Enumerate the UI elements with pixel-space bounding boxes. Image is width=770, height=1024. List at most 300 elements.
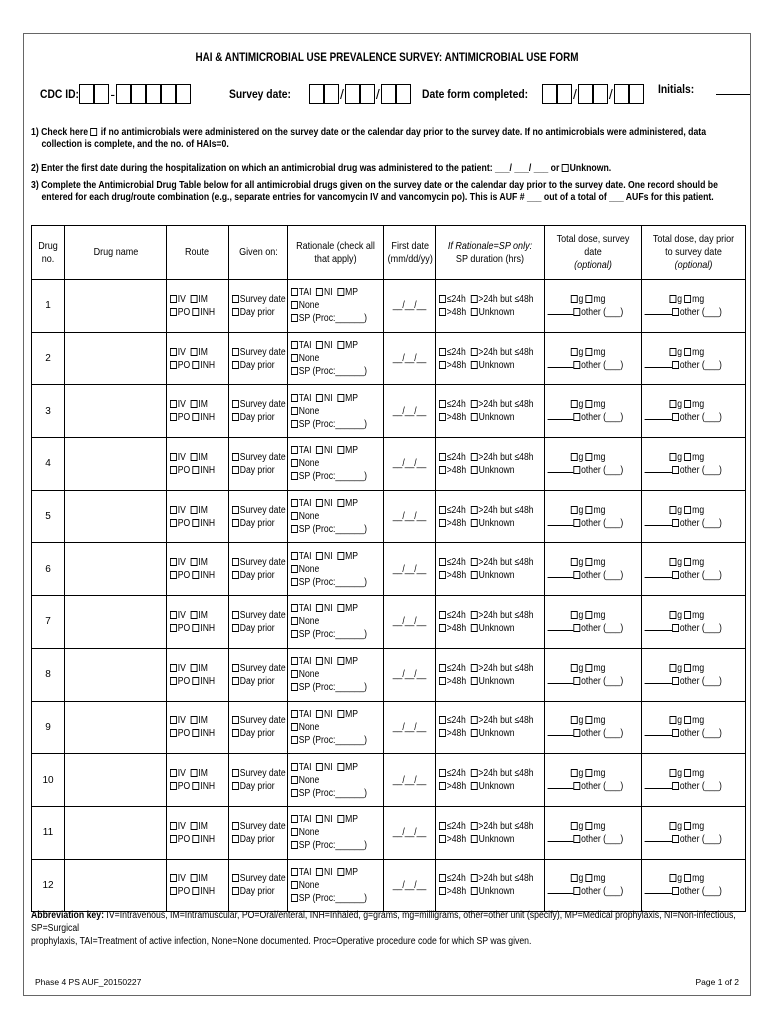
route-inh-checkbox[interactable] bbox=[193, 519, 200, 527]
duration-unknown-checkbox[interactable] bbox=[471, 571, 478, 579]
dose-amount-field[interactable] bbox=[548, 411, 574, 420]
prior-dose-other-checkbox[interactable] bbox=[672, 571, 679, 579]
route-im-checkbox[interactable] bbox=[191, 558, 198, 566]
first-date-unknown-checkbox[interactable] bbox=[562, 164, 569, 172]
given-day-prior-checkbox[interactable] bbox=[232, 729, 239, 737]
given-survey-date-checkbox[interactable] bbox=[232, 295, 239, 303]
route-po-checkbox[interactable] bbox=[170, 729, 177, 737]
prior-dose-g-checkbox[interactable] bbox=[670, 453, 677, 461]
no-antimicrobials-checkbox[interactable] bbox=[90, 128, 97, 136]
first-date-cell[interactable]: __/__/__ bbox=[384, 648, 436, 701]
duration-le24-checkbox[interactable] bbox=[439, 769, 446, 777]
route-im-checkbox[interactable] bbox=[191, 716, 198, 724]
rationale-mp-checkbox[interactable] bbox=[337, 499, 344, 507]
duration-unknown-checkbox[interactable] bbox=[471, 624, 478, 632]
dose-mg-checkbox[interactable] bbox=[586, 611, 593, 619]
survey-date-box[interactable] bbox=[360, 84, 375, 104]
given-day-prior-checkbox[interactable] bbox=[232, 677, 239, 685]
prior-dose-amount-field[interactable] bbox=[645, 569, 673, 578]
rationale-mp-checkbox[interactable] bbox=[337, 604, 344, 612]
route-inh-checkbox[interactable] bbox=[193, 729, 200, 737]
drug-name-cell[interactable] bbox=[65, 701, 167, 754]
duration-unknown-checkbox[interactable] bbox=[471, 519, 478, 527]
rationale-none-checkbox[interactable] bbox=[291, 881, 298, 889]
route-inh-checkbox[interactable] bbox=[193, 782, 200, 790]
route-inh-checkbox[interactable] bbox=[193, 677, 200, 685]
dose-amount-field[interactable] bbox=[548, 885, 574, 894]
rationale-mp-checkbox[interactable] bbox=[337, 288, 344, 296]
rationale-mp-checkbox[interactable] bbox=[337, 763, 344, 771]
prior-dose-g-checkbox[interactable] bbox=[670, 611, 677, 619]
rationale-sp-checkbox[interactable] bbox=[291, 894, 298, 902]
dose-mg-checkbox[interactable] bbox=[586, 506, 593, 514]
dose-amount-field[interactable] bbox=[548, 306, 574, 315]
route-iv-checkbox[interactable] bbox=[170, 874, 177, 882]
dose-g-checkbox[interactable] bbox=[571, 716, 578, 724]
prior-dose-amount-field[interactable] bbox=[645, 306, 673, 315]
dose-other-checkbox[interactable] bbox=[573, 466, 580, 474]
route-iv-checkbox[interactable] bbox=[170, 400, 177, 408]
duration-unknown-checkbox[interactable] bbox=[471, 361, 478, 369]
prior-dose-other-checkbox[interactable] bbox=[672, 519, 679, 527]
rationale-none-checkbox[interactable] bbox=[291, 354, 298, 362]
prior-dose-mg-checkbox[interactable] bbox=[684, 558, 691, 566]
duration-gt48-checkbox[interactable] bbox=[439, 571, 446, 579]
rationale-none-checkbox[interactable] bbox=[291, 407, 298, 415]
rationale-mp-checkbox[interactable] bbox=[337, 868, 344, 876]
given-day-prior-checkbox[interactable] bbox=[232, 887, 239, 895]
prior-dose-amount-field[interactable] bbox=[645, 464, 673, 473]
duration-le24-checkbox[interactable] bbox=[439, 716, 446, 724]
rationale-mp-checkbox[interactable] bbox=[337, 657, 344, 665]
duration-24-48-checkbox[interactable] bbox=[471, 716, 478, 724]
rationale-sp-checkbox[interactable] bbox=[291, 420, 298, 428]
prior-dose-mg-checkbox[interactable] bbox=[684, 400, 691, 408]
dose-g-checkbox[interactable] bbox=[571, 400, 578, 408]
route-iv-checkbox[interactable] bbox=[170, 822, 177, 830]
drug-name-cell[interactable] bbox=[65, 490, 167, 543]
duration-gt48-checkbox[interactable] bbox=[439, 519, 446, 527]
prior-dose-g-checkbox[interactable] bbox=[670, 716, 677, 724]
route-im-checkbox[interactable] bbox=[191, 348, 198, 356]
prior-dose-g-checkbox[interactable] bbox=[670, 874, 677, 882]
duration-le24-checkbox[interactable] bbox=[439, 453, 446, 461]
rationale-ni-checkbox[interactable] bbox=[316, 446, 323, 454]
rationale-sp-checkbox[interactable] bbox=[291, 314, 298, 322]
rationale-tai-checkbox[interactable] bbox=[291, 657, 298, 665]
rationale-ni-checkbox[interactable] bbox=[316, 763, 323, 771]
prior-dose-amount-field[interactable] bbox=[645, 780, 673, 789]
given-day-prior-checkbox[interactable] bbox=[232, 308, 239, 316]
prior-dose-other-checkbox[interactable] bbox=[672, 413, 679, 421]
route-po-checkbox[interactable] bbox=[170, 519, 177, 527]
given-survey-date-checkbox[interactable] bbox=[232, 874, 239, 882]
date-completed-box[interactable] bbox=[593, 84, 608, 104]
duration-le24-checkbox[interactable] bbox=[439, 295, 446, 303]
duration-unknown-checkbox[interactable] bbox=[471, 887, 478, 895]
route-im-checkbox[interactable] bbox=[191, 664, 198, 672]
route-po-checkbox[interactable] bbox=[170, 835, 177, 843]
rationale-tai-checkbox[interactable] bbox=[291, 341, 298, 349]
duration-unknown-checkbox[interactable] bbox=[471, 466, 478, 474]
duration-unknown-checkbox[interactable] bbox=[471, 729, 478, 737]
route-iv-checkbox[interactable] bbox=[170, 348, 177, 356]
dose-mg-checkbox[interactable] bbox=[586, 400, 593, 408]
dose-amount-field[interactable] bbox=[548, 727, 574, 736]
dose-other-checkbox[interactable] bbox=[573, 729, 580, 737]
route-iv-checkbox[interactable] bbox=[170, 664, 177, 672]
dose-amount-field[interactable] bbox=[548, 517, 574, 526]
rationale-ni-checkbox[interactable] bbox=[316, 394, 323, 402]
route-im-checkbox[interactable] bbox=[191, 611, 198, 619]
route-im-checkbox[interactable] bbox=[191, 822, 198, 830]
prior-dose-g-checkbox[interactable] bbox=[670, 558, 677, 566]
duration-gt48-checkbox[interactable] bbox=[439, 887, 446, 895]
dose-mg-checkbox[interactable] bbox=[586, 716, 593, 724]
duration-24-48-checkbox[interactable] bbox=[471, 295, 478, 303]
dose-mg-checkbox[interactable] bbox=[586, 822, 593, 830]
duration-le24-checkbox[interactable] bbox=[439, 558, 446, 566]
given-survey-date-checkbox[interactable] bbox=[232, 506, 239, 514]
dose-other-checkbox[interactable] bbox=[573, 677, 580, 685]
rationale-tai-checkbox[interactable] bbox=[291, 288, 298, 296]
prior-dose-g-checkbox[interactable] bbox=[670, 664, 677, 672]
dose-g-checkbox[interactable] bbox=[571, 348, 578, 356]
date-completed-box[interactable] bbox=[614, 84, 629, 104]
drug-name-cell[interactable] bbox=[65, 859, 167, 912]
duration-gt48-checkbox[interactable] bbox=[439, 624, 446, 632]
duration-unknown-checkbox[interactable] bbox=[471, 835, 478, 843]
given-day-prior-checkbox[interactable] bbox=[232, 361, 239, 369]
dose-other-checkbox[interactable] bbox=[573, 887, 580, 895]
duration-gt48-checkbox[interactable] bbox=[439, 308, 446, 316]
given-survey-date-checkbox[interactable] bbox=[232, 558, 239, 566]
given-survey-date-checkbox[interactable] bbox=[232, 664, 239, 672]
survey-date-box[interactable] bbox=[381, 84, 396, 104]
given-day-prior-checkbox[interactable] bbox=[232, 835, 239, 843]
dose-g-checkbox[interactable] bbox=[571, 506, 578, 514]
first-date-cell[interactable]: __/__/__ bbox=[384, 490, 436, 543]
route-inh-checkbox[interactable] bbox=[193, 624, 200, 632]
dose-g-checkbox[interactable] bbox=[571, 874, 578, 882]
survey-date-box[interactable] bbox=[309, 84, 324, 104]
drug-name-cell[interactable] bbox=[65, 596, 167, 649]
rationale-tai-checkbox[interactable] bbox=[291, 710, 298, 718]
duration-le24-checkbox[interactable] bbox=[439, 506, 446, 514]
dose-mg-checkbox[interactable] bbox=[586, 769, 593, 777]
dose-amount-field[interactable] bbox=[548, 359, 574, 368]
prior-dose-amount-field[interactable] bbox=[645, 833, 673, 842]
duration-unknown-checkbox[interactable] bbox=[471, 308, 478, 316]
rationale-tai-checkbox[interactable] bbox=[291, 763, 298, 771]
route-iv-checkbox[interactable] bbox=[170, 295, 177, 303]
drug-name-cell[interactable] bbox=[65, 648, 167, 701]
rationale-tai-checkbox[interactable] bbox=[291, 446, 298, 454]
duration-le24-checkbox[interactable] bbox=[439, 874, 446, 882]
cdc-id-box[interactable] bbox=[94, 84, 109, 104]
rationale-sp-checkbox[interactable] bbox=[291, 736, 298, 744]
route-inh-checkbox[interactable] bbox=[193, 466, 200, 474]
prior-dose-g-checkbox[interactable] bbox=[670, 822, 677, 830]
first-date-cell[interactable]: __/__/__ bbox=[384, 859, 436, 912]
dose-mg-checkbox[interactable] bbox=[586, 558, 593, 566]
prior-dose-g-checkbox[interactable] bbox=[670, 295, 677, 303]
duration-24-48-checkbox[interactable] bbox=[471, 664, 478, 672]
route-im-checkbox[interactable] bbox=[191, 769, 198, 777]
duration-gt48-checkbox[interactable] bbox=[439, 835, 446, 843]
dose-amount-field[interactable] bbox=[548, 833, 574, 842]
route-po-checkbox[interactable] bbox=[170, 571, 177, 579]
prior-dose-other-checkbox[interactable] bbox=[672, 729, 679, 737]
duration-24-48-checkbox[interactable] bbox=[471, 822, 478, 830]
route-iv-checkbox[interactable] bbox=[170, 716, 177, 724]
dose-other-checkbox[interactable] bbox=[573, 571, 580, 579]
route-iv-checkbox[interactable] bbox=[170, 611, 177, 619]
dose-amount-field[interactable] bbox=[548, 464, 574, 473]
duration-le24-checkbox[interactable] bbox=[439, 611, 446, 619]
route-po-checkbox[interactable] bbox=[170, 782, 177, 790]
rationale-ni-checkbox[interactable] bbox=[316, 341, 323, 349]
dose-mg-checkbox[interactable] bbox=[586, 664, 593, 672]
route-po-checkbox[interactable] bbox=[170, 308, 177, 316]
dose-mg-checkbox[interactable] bbox=[586, 453, 593, 461]
first-date-cell[interactable]: __/__/__ bbox=[384, 438, 436, 491]
rationale-sp-checkbox[interactable] bbox=[291, 630, 298, 638]
given-survey-date-checkbox[interactable] bbox=[232, 453, 239, 461]
date-completed-box[interactable] bbox=[542, 84, 557, 104]
given-day-prior-checkbox[interactable] bbox=[232, 782, 239, 790]
duration-24-48-checkbox[interactable] bbox=[471, 400, 478, 408]
given-day-prior-checkbox[interactable] bbox=[232, 466, 239, 474]
duration-le24-checkbox[interactable] bbox=[439, 822, 446, 830]
rationale-sp-checkbox[interactable] bbox=[291, 367, 298, 375]
prior-dose-g-checkbox[interactable] bbox=[670, 506, 677, 514]
rationale-ni-checkbox[interactable] bbox=[316, 499, 323, 507]
dose-other-checkbox[interactable] bbox=[573, 835, 580, 843]
duration-24-48-checkbox[interactable] bbox=[471, 874, 478, 882]
route-inh-checkbox[interactable] bbox=[193, 571, 200, 579]
rationale-none-checkbox[interactable] bbox=[291, 617, 298, 625]
given-day-prior-checkbox[interactable] bbox=[232, 624, 239, 632]
rationale-sp-checkbox[interactable] bbox=[291, 525, 298, 533]
prior-dose-amount-field[interactable] bbox=[645, 517, 673, 526]
rationale-mp-checkbox[interactable] bbox=[337, 341, 344, 349]
prior-dose-amount-field[interactable] bbox=[645, 727, 673, 736]
prior-dose-other-checkbox[interactable] bbox=[672, 887, 679, 895]
prior-dose-mg-checkbox[interactable] bbox=[684, 664, 691, 672]
route-po-checkbox[interactable] bbox=[170, 624, 177, 632]
duration-24-48-checkbox[interactable] bbox=[471, 348, 478, 356]
prior-dose-amount-field[interactable] bbox=[645, 885, 673, 894]
given-day-prior-checkbox[interactable] bbox=[232, 571, 239, 579]
dose-amount-field[interactable] bbox=[548, 780, 574, 789]
rationale-ni-checkbox[interactable] bbox=[316, 604, 323, 612]
dose-g-checkbox[interactable] bbox=[571, 611, 578, 619]
prior-dose-mg-checkbox[interactable] bbox=[684, 453, 691, 461]
drug-name-cell[interactable] bbox=[65, 754, 167, 807]
prior-dose-other-checkbox[interactable] bbox=[672, 466, 679, 474]
duration-24-48-checkbox[interactable] bbox=[471, 453, 478, 461]
prior-dose-mg-checkbox[interactable] bbox=[684, 874, 691, 882]
rationale-tai-checkbox[interactable] bbox=[291, 868, 298, 876]
prior-dose-mg-checkbox[interactable] bbox=[684, 716, 691, 724]
prior-dose-mg-checkbox[interactable] bbox=[684, 822, 691, 830]
dose-other-checkbox[interactable] bbox=[573, 413, 580, 421]
rationale-sp-checkbox[interactable] bbox=[291, 841, 298, 849]
rationale-none-checkbox[interactable] bbox=[291, 459, 298, 467]
route-im-checkbox[interactable] bbox=[191, 400, 198, 408]
prior-dose-amount-field[interactable] bbox=[645, 622, 673, 631]
route-im-checkbox[interactable] bbox=[191, 453, 198, 461]
route-po-checkbox[interactable] bbox=[170, 677, 177, 685]
cdc-id-box[interactable] bbox=[146, 84, 161, 104]
dose-g-checkbox[interactable] bbox=[571, 558, 578, 566]
cdc-id-box[interactable] bbox=[131, 84, 146, 104]
duration-unknown-checkbox[interactable] bbox=[471, 782, 478, 790]
first-date-cell[interactable]: __/__/__ bbox=[384, 385, 436, 438]
prior-dose-mg-checkbox[interactable] bbox=[684, 295, 691, 303]
rationale-none-checkbox[interactable] bbox=[291, 301, 298, 309]
prior-dose-g-checkbox[interactable] bbox=[670, 348, 677, 356]
rationale-tai-checkbox[interactable] bbox=[291, 815, 298, 823]
prior-dose-amount-field[interactable] bbox=[645, 359, 673, 368]
first-date-cell[interactable]: __/__/__ bbox=[384, 806, 436, 859]
duration-gt48-checkbox[interactable] bbox=[439, 466, 446, 474]
duration-gt48-checkbox[interactable] bbox=[439, 413, 446, 421]
survey-date-box[interactable] bbox=[345, 84, 360, 104]
rationale-mp-checkbox[interactable] bbox=[337, 394, 344, 402]
duration-gt48-checkbox[interactable] bbox=[439, 729, 446, 737]
rationale-tai-checkbox[interactable] bbox=[291, 499, 298, 507]
duration-unknown-checkbox[interactable] bbox=[471, 413, 478, 421]
survey-date-box[interactable] bbox=[324, 84, 339, 104]
cdc-id-box[interactable] bbox=[116, 84, 131, 104]
prior-dose-g-checkbox[interactable] bbox=[670, 769, 677, 777]
route-im-checkbox[interactable] bbox=[191, 295, 198, 303]
given-survey-date-checkbox[interactable] bbox=[232, 348, 239, 356]
drug-name-cell[interactable] bbox=[65, 280, 167, 333]
prior-dose-other-checkbox[interactable] bbox=[672, 782, 679, 790]
rationale-ni-checkbox[interactable] bbox=[316, 815, 323, 823]
prior-dose-g-checkbox[interactable] bbox=[670, 400, 677, 408]
duration-24-48-checkbox[interactable] bbox=[471, 611, 478, 619]
drug-name-cell[interactable] bbox=[65, 332, 167, 385]
route-inh-checkbox[interactable] bbox=[193, 413, 200, 421]
date-completed-box[interactable] bbox=[578, 84, 593, 104]
given-survey-date-checkbox[interactable] bbox=[232, 611, 239, 619]
dose-g-checkbox[interactable] bbox=[571, 822, 578, 830]
dose-other-checkbox[interactable] bbox=[573, 519, 580, 527]
dose-g-checkbox[interactable] bbox=[571, 769, 578, 777]
prior-dose-other-checkbox[interactable] bbox=[672, 308, 679, 316]
first-date-cell[interactable]: __/__/__ bbox=[384, 701, 436, 754]
cdc-id-box[interactable] bbox=[79, 84, 94, 104]
dose-amount-field[interactable] bbox=[548, 675, 574, 684]
prior-dose-mg-checkbox[interactable] bbox=[684, 348, 691, 356]
route-inh-checkbox[interactable] bbox=[193, 361, 200, 369]
first-date-cell[interactable]: __/__/__ bbox=[384, 543, 436, 596]
given-day-prior-checkbox[interactable] bbox=[232, 519, 239, 527]
dose-amount-field[interactable] bbox=[548, 622, 574, 631]
rationale-sp-checkbox[interactable] bbox=[291, 472, 298, 480]
date-completed-box[interactable] bbox=[629, 84, 644, 104]
dose-other-checkbox[interactable] bbox=[573, 361, 580, 369]
dose-other-checkbox[interactable] bbox=[573, 782, 580, 790]
first-date-cell[interactable]: __/__/__ bbox=[384, 280, 436, 333]
duration-le24-checkbox[interactable] bbox=[439, 348, 446, 356]
rationale-ni-checkbox[interactable] bbox=[316, 657, 323, 665]
rationale-none-checkbox[interactable] bbox=[291, 670, 298, 678]
first-date-cell[interactable]: __/__/__ bbox=[384, 596, 436, 649]
rationale-sp-checkbox[interactable] bbox=[291, 683, 298, 691]
prior-dose-other-checkbox[interactable] bbox=[672, 361, 679, 369]
dose-amount-field[interactable] bbox=[548, 569, 574, 578]
duration-le24-checkbox[interactable] bbox=[439, 400, 446, 408]
rationale-mp-checkbox[interactable] bbox=[337, 446, 344, 454]
dose-other-checkbox[interactable] bbox=[573, 308, 580, 316]
rationale-ni-checkbox[interactable] bbox=[316, 552, 323, 560]
dose-mg-checkbox[interactable] bbox=[586, 348, 593, 356]
duration-24-48-checkbox[interactable] bbox=[471, 558, 478, 566]
dose-g-checkbox[interactable] bbox=[571, 453, 578, 461]
duration-gt48-checkbox[interactable] bbox=[439, 782, 446, 790]
route-inh-checkbox[interactable] bbox=[193, 887, 200, 895]
route-po-checkbox[interactable] bbox=[170, 361, 177, 369]
prior-dose-mg-checkbox[interactable] bbox=[684, 611, 691, 619]
rationale-tai-checkbox[interactable] bbox=[291, 552, 298, 560]
duration-gt48-checkbox[interactable] bbox=[439, 361, 446, 369]
rationale-sp-checkbox[interactable] bbox=[291, 789, 298, 797]
rationale-none-checkbox[interactable] bbox=[291, 723, 298, 731]
route-inh-checkbox[interactable] bbox=[193, 835, 200, 843]
dose-g-checkbox[interactable] bbox=[571, 295, 578, 303]
rationale-none-checkbox[interactable] bbox=[291, 512, 298, 520]
prior-dose-other-checkbox[interactable] bbox=[672, 677, 679, 685]
drug-name-cell[interactable] bbox=[65, 806, 167, 859]
duration-le24-checkbox[interactable] bbox=[439, 664, 446, 672]
rationale-mp-checkbox[interactable] bbox=[337, 710, 344, 718]
route-po-checkbox[interactable] bbox=[170, 413, 177, 421]
given-survey-date-checkbox[interactable] bbox=[232, 400, 239, 408]
cdc-id-box[interactable] bbox=[176, 84, 191, 104]
route-po-checkbox[interactable] bbox=[170, 887, 177, 895]
given-survey-date-checkbox[interactable] bbox=[232, 822, 239, 830]
prior-dose-amount-field[interactable] bbox=[645, 411, 673, 420]
route-iv-checkbox[interactable] bbox=[170, 558, 177, 566]
rationale-sp-checkbox[interactable] bbox=[291, 578, 298, 586]
first-date-cell[interactable]: __/__/__ bbox=[384, 332, 436, 385]
given-survey-date-checkbox[interactable] bbox=[232, 716, 239, 724]
rationale-ni-checkbox[interactable] bbox=[316, 710, 323, 718]
duration-gt48-checkbox[interactable] bbox=[439, 677, 446, 685]
prior-dose-other-checkbox[interactable] bbox=[672, 835, 679, 843]
cdc-id-box[interactable] bbox=[161, 84, 176, 104]
rationale-mp-checkbox[interactable] bbox=[337, 552, 344, 560]
route-iv-checkbox[interactable] bbox=[170, 506, 177, 514]
route-im-checkbox[interactable] bbox=[191, 874, 198, 882]
rationale-mp-checkbox[interactable] bbox=[337, 815, 344, 823]
duration-24-48-checkbox[interactable] bbox=[471, 506, 478, 514]
route-iv-checkbox[interactable] bbox=[170, 769, 177, 777]
dose-mg-checkbox[interactable] bbox=[586, 295, 593, 303]
date-completed-box[interactable] bbox=[557, 84, 572, 104]
rationale-none-checkbox[interactable] bbox=[291, 828, 298, 836]
duration-unknown-checkbox[interactable] bbox=[471, 677, 478, 685]
route-inh-checkbox[interactable] bbox=[193, 308, 200, 316]
prior-dose-other-checkbox[interactable] bbox=[672, 624, 679, 632]
route-po-checkbox[interactable] bbox=[170, 466, 177, 474]
prior-dose-amount-field[interactable] bbox=[645, 675, 673, 684]
